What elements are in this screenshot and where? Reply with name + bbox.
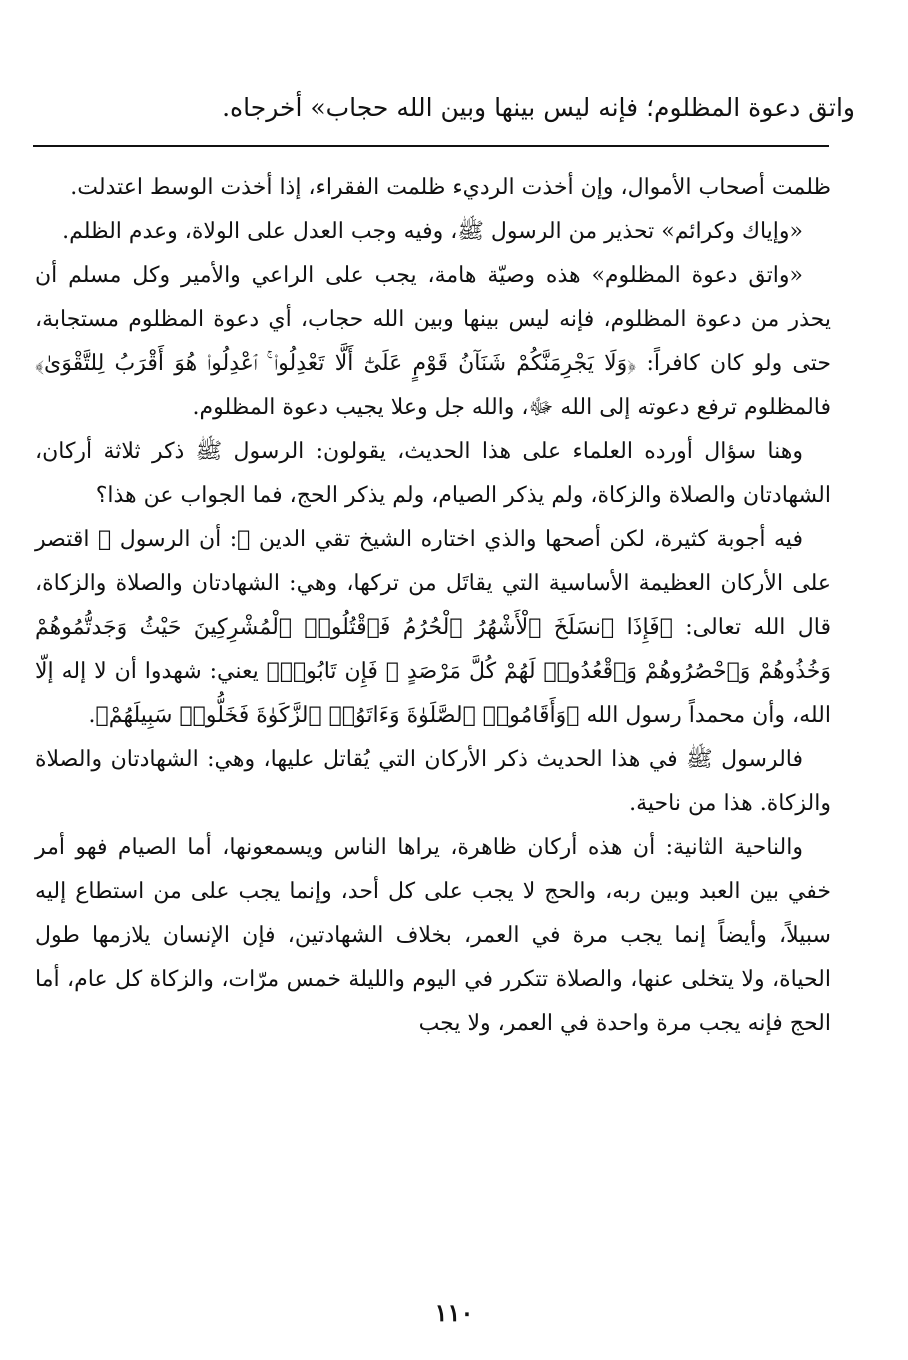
paragraph: وهنا سؤال أورده العلماء على هذا الحديث، يقولون: الرسول ﷺ ذكر ثلاثة أركان، الشهادتان والصلاة والزكاة، ولم يذكر الصيام، ولم يذكر الحج، فما الجواب عن هذا؟ xyxy=(35,439,831,508)
paragraph: فيه أجوبة كثيرة، لكن أصحها والذي اختاره الشيخ تقي الدين ﵀: أن الرسول ﷺ اقتصر على الأركان العظيمة الأساسية التي يقاتَل من تركها، وهي: الشهادتان والصلاة والزكاة، قال الله تعالى: ﴿فَإِذَا ٱنسَلَخَ ٱلْأَشْهُرُ ٱلْحُرُمُ فَٱقْتُلُوا۟ ٱلْمُشْرِكِينَ حَيْثُ وَجَدتُّمُوهُمْ وَخُذُوهُمْ وَٱحْصُرُوهُمْ وَٱقْعُدُوا۟ لَهُمْ كُلَّ مَرْصَدٍ ۚ فَإِن تَابُوا۟﴾ يعني: شهدوا أن لا إله إلّا الله، وأن محمداً رسول الله ﴿وَأَقَامُوا۟ ٱلصَّلَوٰةَ وَءَاتَوُا۟ ٱلزَّكَوٰةَ فَخَلُّوا۟ سَبِيلَهُمْ﴾. xyxy=(35,527,831,728)
paragraph: «وإياك وكرائم» تحذير من الرسول ﷺ، وفيه وجب العدل على الولاة، وعدم الظلم. xyxy=(62,219,803,244)
header-text: واتق دعوة المظلوم؛ فإنه ليس بينها وبين الله حجاب» أخرجاه. xyxy=(222,93,855,122)
body-text xyxy=(35,166,831,1046)
paragraph: «واتق دعوة المظلوم» هذه وصيّة هامة، يجب على الراعي والأمير وكل مسلم أن يحذر من دعوة المظلوم، فإنه ليس بينها وبين الله حجاب، أي دعوة المظلوم مستجابة، حتى ولو كان كافراً: ﴿وَلَا يَجْرِمَنَّكُمْ شَنَآنُ قَوْمٍ عَلَىٰٓ أَلَّا تَعْدِلُوا۟ ۚ ٱعْدِلُوا۟ هُوَ أَقْرَبُ لِلتَّقْوَىٰ﴾ فالمظلوم ترفع دعوته إلى الله ﷻ، والله جل وعلا يجيب دعوة المظلوم. xyxy=(35,263,831,420)
header-divider xyxy=(33,145,829,147)
paragraph: ظلمت أصحاب الأموال، وإن أخذت الرديء ظلمت الفقراء، إذا أخذت الوسط اعتدلت. xyxy=(70,175,831,200)
paragraph: فالرسول ﷺ في هذا الحديث ذكر الأركان التي يُقاتل عليها، وهي: الشهادتان والصلاة والزكاة. هذا من ناحية. xyxy=(35,747,831,816)
paragraph: والناحية الثانية: أن هذه أركان ظاهرة، يراها الناس ويسمعونها، أما الصيام فهو أمر خفي بين العبد وبين ربه، والحج لا يجب على كل أحد، وإنما يجب على من استطاع إليه سبيلاً، وأيضاً إنما يجب مرة في العمر، بخلاف الشهادتين، فإن الإنسان يلازمها طول الحياة، ولا يتخلى عنها، والصلاة تتكرر في اليوم والليلة خمس مرّات، والزكاة كل عام، أما الحج فإنه يجب مرة واحدة في العمر، ولا يجب xyxy=(35,835,831,1036)
page-number: ١١٠ xyxy=(434,1298,474,1327)
